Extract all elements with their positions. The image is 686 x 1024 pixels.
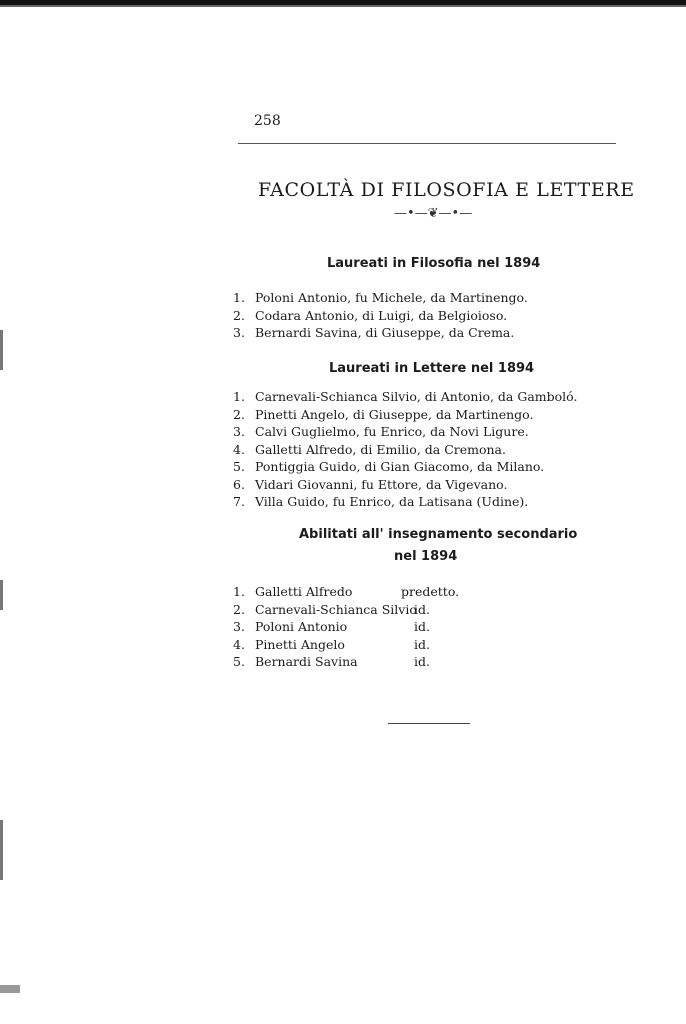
- page-title: FACOLTÀ DI FILOSOFIA E LETTERE: [258, 179, 635, 201]
- list-item: [233, 406, 577, 424]
- header-rule: [238, 143, 616, 144]
- list-item: [233, 458, 577, 476]
- list-item: [233, 324, 528, 342]
- list-item: [233, 636, 493, 654]
- item-note: predetto.: [401, 584, 460, 599]
- list-item: [233, 583, 493, 601]
- section-heading-lettere: Laureati in Lettere nel 1894: [329, 361, 535, 376]
- item-number: 2.: [233, 307, 245, 323]
- item-name: Poloni Antonio: [255, 619, 348, 634]
- item-number: 7.: [233, 494, 245, 509]
- item-number: 5.: [233, 654, 245, 669]
- list-item: [233, 493, 577, 511]
- item-text: Poloni Antonio, fu Michele, da Martinengo.: [255, 290, 528, 305]
- list-item: [233, 423, 577, 441]
- section-heading-filosofia: Laureati in Filosofia nel 1894: [327, 256, 541, 271]
- list-item: [233, 388, 577, 406]
- item-name: Bernardi Savina: [255, 654, 358, 669]
- page-number: 258: [254, 113, 281, 129]
- item-note: id.: [414, 636, 430, 652]
- item-text: Galletti Alfredo, di Emilio, da Cremona.: [255, 441, 506, 457]
- list-item: [233, 289, 528, 307]
- item-number: 4.: [233, 636, 245, 652]
- section-heading-abilitati-year: nel 1894: [394, 549, 458, 564]
- item-number: 1.: [233, 389, 245, 404]
- item-text: Calvi Guglielmo, fu Enrico, da Novi Ligure.: [255, 424, 529, 439]
- ornament-divider: —•—❦—•—: [394, 206, 473, 221]
- section-heading-abilitati: Abilitati all' insegnamento secondario: [299, 527, 578, 542]
- item-name: Galletti Alfredo: [255, 584, 353, 599]
- list-item: [233, 653, 493, 671]
- item-number: 3.: [233, 424, 245, 439]
- list-lettere: [233, 388, 577, 511]
- item-number: 2.: [233, 601, 245, 617]
- item-name: Carnevali-Schianca Silvio: [255, 601, 417, 617]
- list-item: [233, 476, 577, 494]
- item-note: id.: [414, 619, 430, 634]
- item-text: Carnevali-Schianca Silvio, di Antonio, da Gamboló.: [255, 389, 578, 404]
- list-item: [233, 307, 528, 325]
- list-item: [233, 601, 493, 619]
- item-text: Pontiggia Guido, di Gian Giacomo, da Milano.: [255, 459, 545, 474]
- item-number: 6.: [233, 476, 245, 492]
- item-text: Bernardi Savina, di Giuseppe, da Crema.: [255, 325, 515, 340]
- item-text: Villa Guido, fu Enrico, da Latisana (Udine).: [255, 494, 529, 509]
- item-number: 2.: [233, 406, 245, 422]
- item-note: id.: [414, 601, 430, 617]
- closing-rule: [388, 723, 470, 724]
- list-item: [233, 441, 577, 459]
- item-number: 4.: [233, 441, 245, 457]
- item-text: Pinetti Angelo, di Giuseppe, da Martinengo.: [255, 406, 534, 422]
- list-filosofia: [233, 289, 528, 342]
- item-number: 3.: [233, 325, 245, 340]
- item-number: 1.: [233, 584, 245, 599]
- item-name: Pinetti Angelo: [255, 636, 345, 652]
- item-note: id.: [414, 654, 430, 669]
- item-number: 1.: [233, 290, 245, 305]
- item-number: 5.: [233, 459, 245, 474]
- item-text: Vidari Giovanni, fu Ettore, da Vigevano.: [255, 476, 508, 492]
- list-item: [233, 618, 493, 636]
- list-abilitati: [233, 583, 493, 671]
- item-text: Codara Antonio, di Luigi, da Belgioioso.: [255, 307, 508, 323]
- item-number: 3.: [233, 619, 245, 634]
